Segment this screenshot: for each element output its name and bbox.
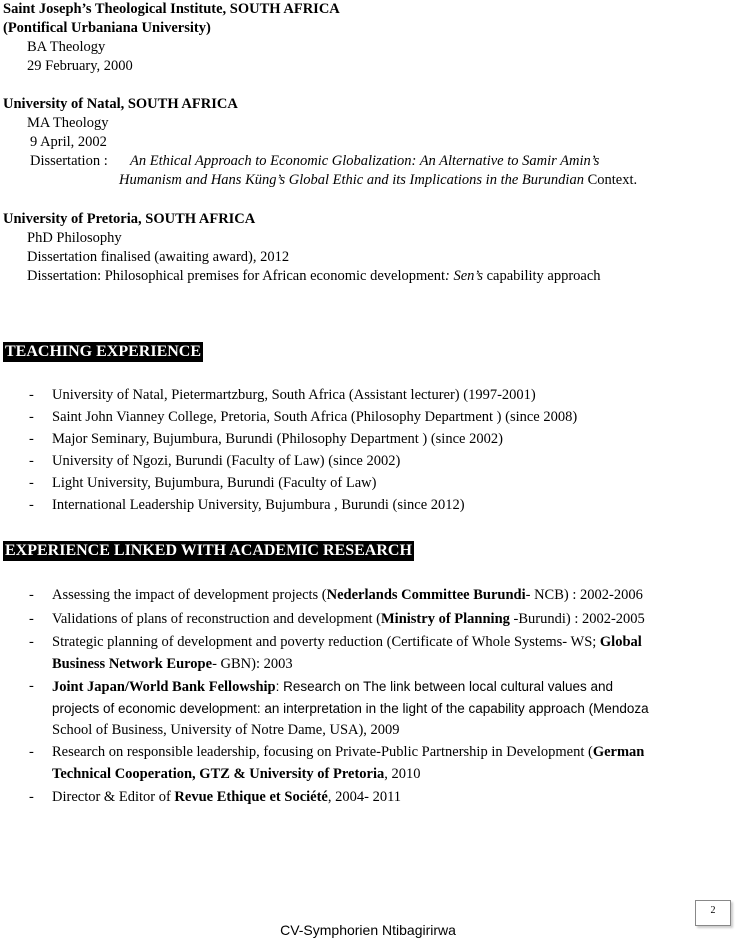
teaching-item-0: University of Natal, Pietermartzburg, South Africa (Assistant lecturer) (1997-2001) [52,387,536,403]
research-item-3-line2 [52,655,293,674]
natal-institution: University of Natal, SOUTH AFRICA [3,96,238,112]
teaching-item-4: Light University, Bujumbura, Burundi (Faculty of Law) [52,475,377,491]
research-3-bold1: Global [599,634,642,650]
research-5-pre: Research on responsible leadership, focusing on Private-Public Partnership in Development ( [52,744,593,760]
research-dash-2: - [29,611,34,627]
teaching-dash-4: - [29,475,34,491]
pretoria-dissertation-prefix: Dissertation: Philosophical premises for African economic development [27,268,445,284]
natal-degree: MA Theology [27,115,109,131]
pretoria-dissertation-suffix: capability approach [486,268,601,284]
natal-dissertation-title-end: Context. [587,172,638,188]
pretoria-institution: University of Pretoria, SOUTH AFRICA [3,211,256,227]
pretoria-dissertation-colon: : [444,268,450,284]
research-2-pre: Validations of plans of reconstruction and development ( [52,611,381,627]
teaching-heading: TEACHING EXPERIENCE [5,343,202,360]
st-joseph-date: 29 February, 2000 [27,58,133,74]
research-6-pre: Director & Editor of [52,789,175,805]
teaching-dash-2: - [29,431,34,447]
research-dash-1: - [29,587,34,603]
page-number: 2 [695,900,731,926]
research-heading: EXPERIENCE LINKED WITH ACADEMIC RESEARCH [5,542,412,559]
teaching-dash-1: - [29,409,34,425]
natal-dissertation-label: Dissertation : [30,153,108,169]
research-dash-3: - [29,634,34,650]
natal-dissertation-title-line2-wrap [119,171,637,190]
pretoria-dissertation-italic: Sen’s [453,268,483,284]
research-dash-5: - [29,744,34,760]
research-3-post: - GBN): 2003 [212,656,293,672]
research-2-post: -Burundi) : 2002-2005 [509,611,645,627]
footer-text: CV-Symphorien Ntibagirirwa [280,922,456,938]
research-5-bold2: Technical Cooperation, GTZ & University of Pretoria [52,766,385,782]
pretoria-degree: PhD Philosophy [27,230,122,246]
st-joseph-degree: BA Theology [27,39,106,55]
research-item-2 [52,610,645,629]
research-1-bold: Nederlands Committee Burundi [326,587,526,603]
research-6-bold: Revue Ethique et Société [174,789,328,805]
research-1-post: - NCB) : 2002-2006 [525,587,643,603]
teaching-item-5: International Leadership University, Bujumbura , Burundi (since 2012) [52,497,465,513]
natal-dissertation-title-line1: An Ethical Approach to Economic Globalization: An Alternative to Samir Amin’s [130,153,600,169]
teaching-item-1: Saint John Vianney College, Pretoria, South Africa (Philosophy Department ) (since 2008) [52,409,578,425]
research-item-4-line1 [52,677,613,697]
research-3-bold2: Business Network Europe [52,656,213,672]
research-dash-6: - [29,789,34,805]
natal-dissertation-title-line2: Humanism and Hans Küng’s Global Ethic and its Implications in the Burundian [119,172,584,188]
research-dash-4: - [29,678,34,694]
pretoria-dissertation-line [27,267,601,286]
teaching-item-3: University of Ngozi, Burundi (Faculty of Law) (since 2002) [52,453,401,469]
st-joseph-institution: Saint Joseph’s Theological Institute, SOUTH AFRICA [3,1,340,17]
research-4-post1: : Research on The link between local cultural values and [275,679,614,694]
research-item-6 [52,788,401,807]
research-4-line3: School of Business, University of Notre Dame, USA), 2009 [52,722,400,738]
research-5-bold1: German [592,744,645,760]
research-item-3-line1 [52,633,642,652]
teaching-dash-0: - [29,387,34,403]
teaching-item-2: Major Seminary, Bujumbura, Burundi (Philosophy Department ) (since 2002) [52,431,503,447]
research-4-bold: Joint Japan/World Bank Fellowship [52,679,276,695]
pretoria-status: Dissertation finalised (awaiting award), 2012 [27,249,290,265]
teaching-dash-3: - [29,453,34,469]
research-2-bold: Ministry of Planning [380,611,510,627]
teaching-dash-5: - [29,497,34,513]
research-item-5-line2 [52,765,421,784]
research-6-post: , 2004- 2011 [327,789,402,805]
research-4-line2: projects of economic development: an interpretation in the light of the capability approach (Mendoza [52,701,649,716]
research-3-pre: Strategic planning of development and poverty reduction (Certificate of Whole Systems- WS; [52,634,600,650]
natal-date: 9 April, 2002 [30,134,107,150]
research-item-1 [52,586,643,605]
st-joseph-affiliation: (Pontifical Urbaniana University) [3,20,211,36]
research-5-post: , 2010 [384,766,421,782]
research-1-pre: Assessing the impact of development projects ( [52,587,327,603]
research-item-5-line1 [52,743,644,762]
